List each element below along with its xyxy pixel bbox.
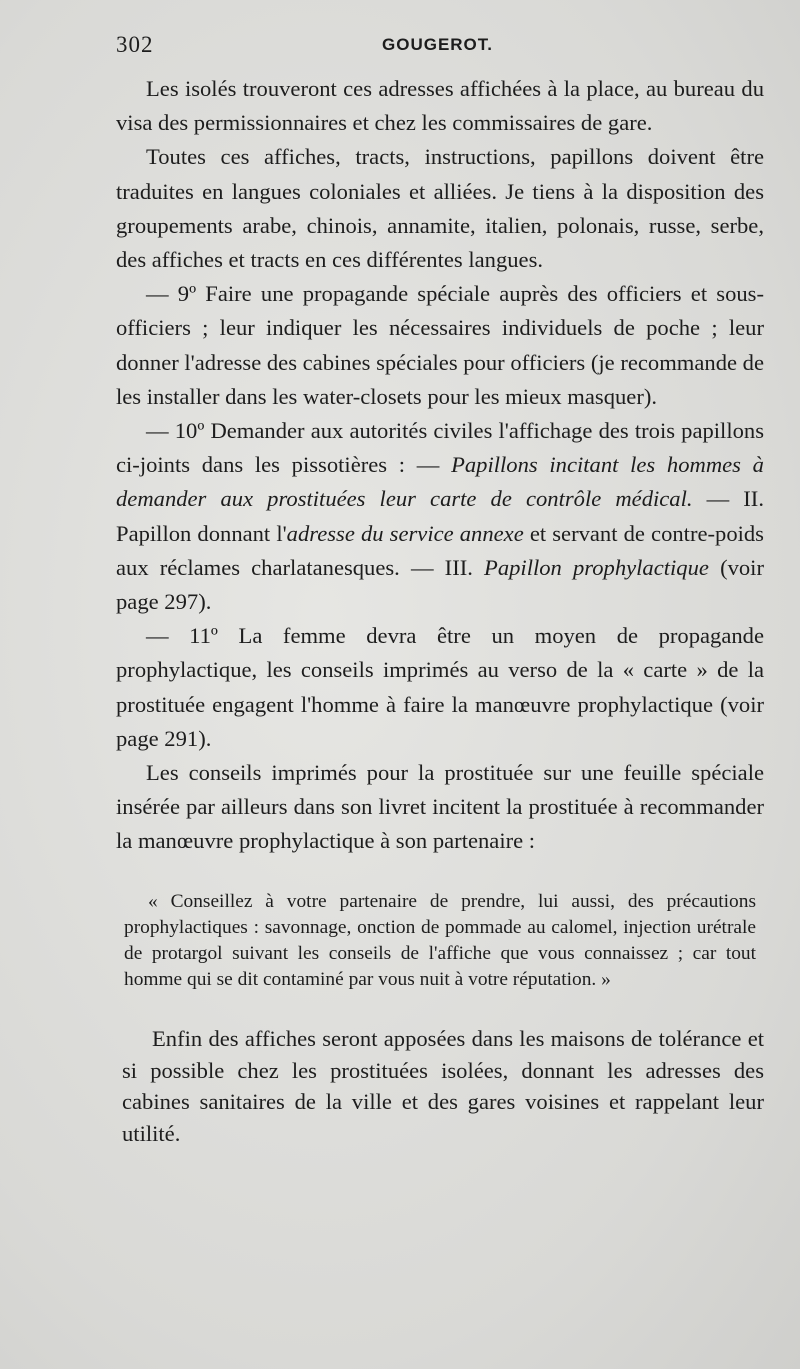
item-10-italic-adresse: adresse du service annexe [286,520,524,546]
paragraph-isoles: Les isolés trouveront ces adresses affichées à la place, au bureau du visa des permissionnaires et chez les commissaires de gare. [116,76,764,136]
item-10-text-c: — II. Papillon donnant l' [116,486,764,546]
item-10-text-a: — 10º Demander aux autorités civiles l'affichage des trois papillons ci-joints dans les pissotières : — [116,418,764,478]
quoted-advice: « Conseillez à votre partenaire de prendre, lui aussi, des précautions prophylactiques : savonnage, onction de pommade au calomel, injection urétrale de protargol suivant les conseils de l'affiche que vous connaissez ; car tout homme qui se dit contaminé par vous nuit à votre réputation. » [124,890,756,991]
paragraph-conseils: Les conseils imprimés pour la prostituée sur une feuille spéciale insérée par ailleurs dans son livret incitent la prostituée à recommander la manœuvre prophylactique à son partenaire : [116,760,764,854]
running-head: GOUGEROT. [382,35,494,54]
main-text [116,72,764,859]
paragraph-item-11: — 11º La femme devra être un moyen de propagande prophylactique, les conseils imprimés au verso de la « carte » de la prostituée engagent l'homme à faire la manœuvre prophylactique (voir page 291). [116,623,764,751]
item-10-italic-prophylactique: Papillon prophylactique [484,554,709,580]
paragraph-item-9: — 9º Faire une propagande spéciale auprès des officiers et sous-officiers ; leur indiquer les nécessaires individuels de poche ; leur donner l'adresse des cabines spéciales pour officiers (je recommande de les installer dans les water-closets pour les mieux masquer). [116,281,764,409]
page-header [116,28,764,64]
item-10-text-g: (voir page 297). [116,554,764,615]
paragraph-item-10 [116,414,764,619]
page-number: 302 [116,32,154,57]
item-10-text-e: et servant de contre-poids aux réclames charlatanesques. — III. [116,520,764,580]
item-10-italic-papillons: Papillons incitant les hommes à demander aux prostituées leur carte de contrôle médical. [116,452,764,512]
paragraph-affiches: Toutes ces affiches, tracts, instructions, papillons doivent être traduites en langues coloniales et alliées. Je tiens à la disposition des groupements arabe, chinois, annamite, italien, polonais, russe, serbe, des affiches et tracts en ces différentes langues. [116,144,764,273]
closing-paragraph: Enfin des affiches seront apposées dans les maisons de tolérance et si possible chez les prostituées isolées, donnant les adresses des cabines sanitaires de la ville et des gares voisines et rappelant leur utilité. [122,1026,764,1146]
